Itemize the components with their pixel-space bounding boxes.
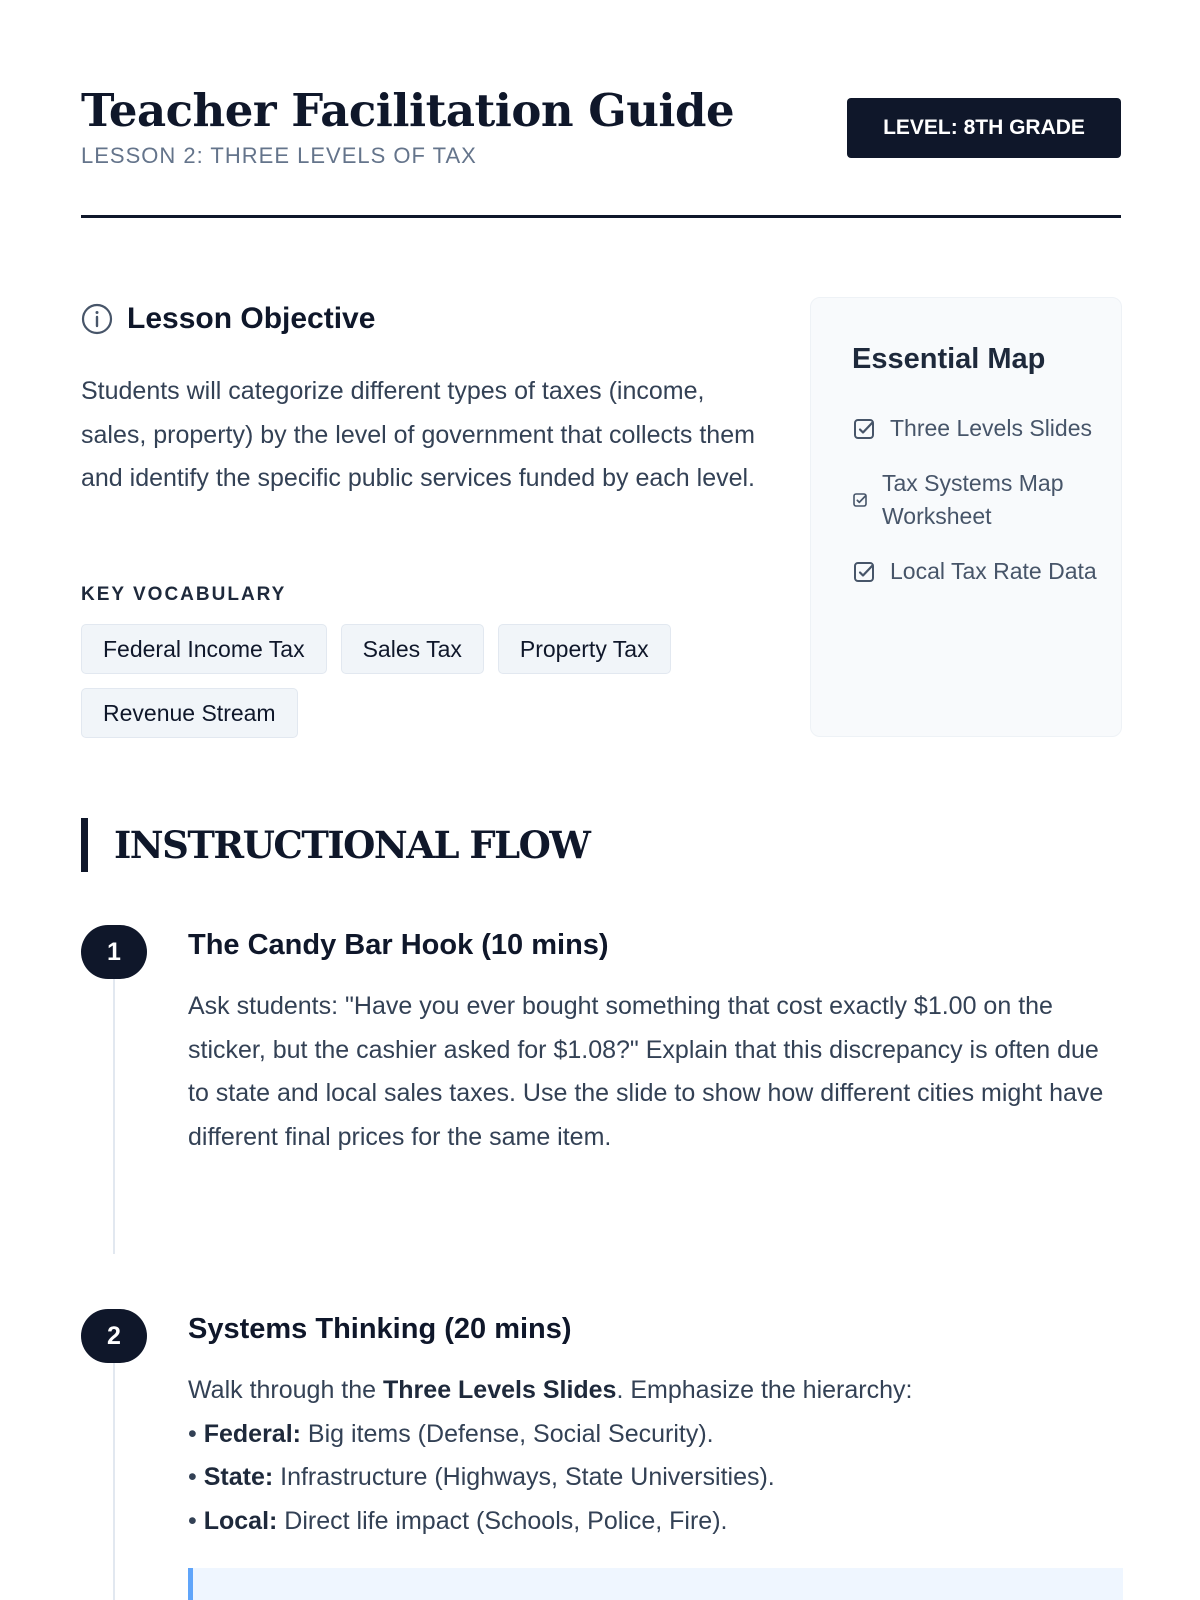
step-intro-highlight: Three Levels Slides [383,1376,617,1404]
material-label: Three Levels Slides [890,415,1092,441]
material-item [852,412,1102,445]
timeline-connector [113,1343,115,1600]
essential-map-title: Essential Map [852,343,1046,375]
objective-title: Lesson Objective [127,302,376,335]
hierarchy-bullet [188,1413,1123,1457]
vocabulary-chip: Property Tax [498,624,671,674]
bullet-term: State: [203,1463,274,1491]
bullet-text: Direct life impact (Schools, Police, Fire). [277,1506,728,1535]
vocabulary-label: KEY VOCABULARY [81,584,287,605]
checkbox-icon [852,560,876,584]
material-label: Tax Systems Map Worksheet [882,470,1064,529]
instructional-flow-title: INSTRUCTIONAL FLOW [114,823,590,867]
hierarchy-bullet [188,1456,1123,1500]
materials-list [852,412,1102,610]
checkbox-icon [852,417,876,441]
bullet-marker: • [188,1506,197,1535]
material-item [852,555,1102,588]
lesson-subtitle: LESSON 2: THREE LEVELS OF TAX [81,143,477,168]
vocabulary-list [81,624,741,738]
bullet-text: Big items (Defense, Social Security). [300,1419,714,1448]
step-intro-text: . Emphasize the hierarchy: [616,1376,913,1404]
page-title: Teacher Facilitation Guide [81,84,735,137]
checkbox-icon [852,492,868,508]
instructional-flow-heading [81,818,589,872]
teacher-tip-callout [188,1568,1123,1600]
step-number-badge: 1 [81,925,147,979]
page-header [81,84,1121,218]
info-icon [81,303,113,335]
bullet-term: Federal: [203,1419,301,1448]
bullet-text: Infrastructure (Highways, State Universities). [273,1463,775,1491]
bullet-marker: • [188,1419,197,1448]
grade-level-badge: LEVEL: 8TH GRADE [847,98,1121,158]
hierarchy-bullet [188,1500,1123,1544]
vocabulary-chip: Revenue Stream [81,688,298,738]
timeline-connector [113,960,115,1254]
bullet-term: Local: [203,1506,278,1535]
essential-map-card [810,297,1122,737]
material-label: Local Tax Rate Data [890,558,1097,584]
step-intro-text: Walk through the [188,1376,384,1404]
vocabulary-chip: Sales Tax [341,624,484,674]
objective-heading [81,302,375,336]
material-item [852,467,1102,533]
step-title: Systems Thinking (20 mins) [188,1313,572,1345]
step-description: Ask students: "Have you ever bought something that cost exactly $1.00 on the sticker, but the cashier asked for $1.08?" Explain that this discrepancy is often due to state and local sales taxes. Use the slide to show how different cities might have different final prices for the same item. [188,992,1104,1151]
step-description [188,1369,1123,1543]
vocabulary-chip: Federal Income Tax [81,624,327,674]
step-title: The Candy Bar Hook (10 mins) [188,929,609,961]
bullet-marker: • [188,1463,197,1491]
objective-text: Students will categorize different types of taxes (income, sales, property) by the level of government that collects them and identify the specific public services funded by each level. [81,377,755,492]
step-number-badge: 2 [81,1309,147,1363]
